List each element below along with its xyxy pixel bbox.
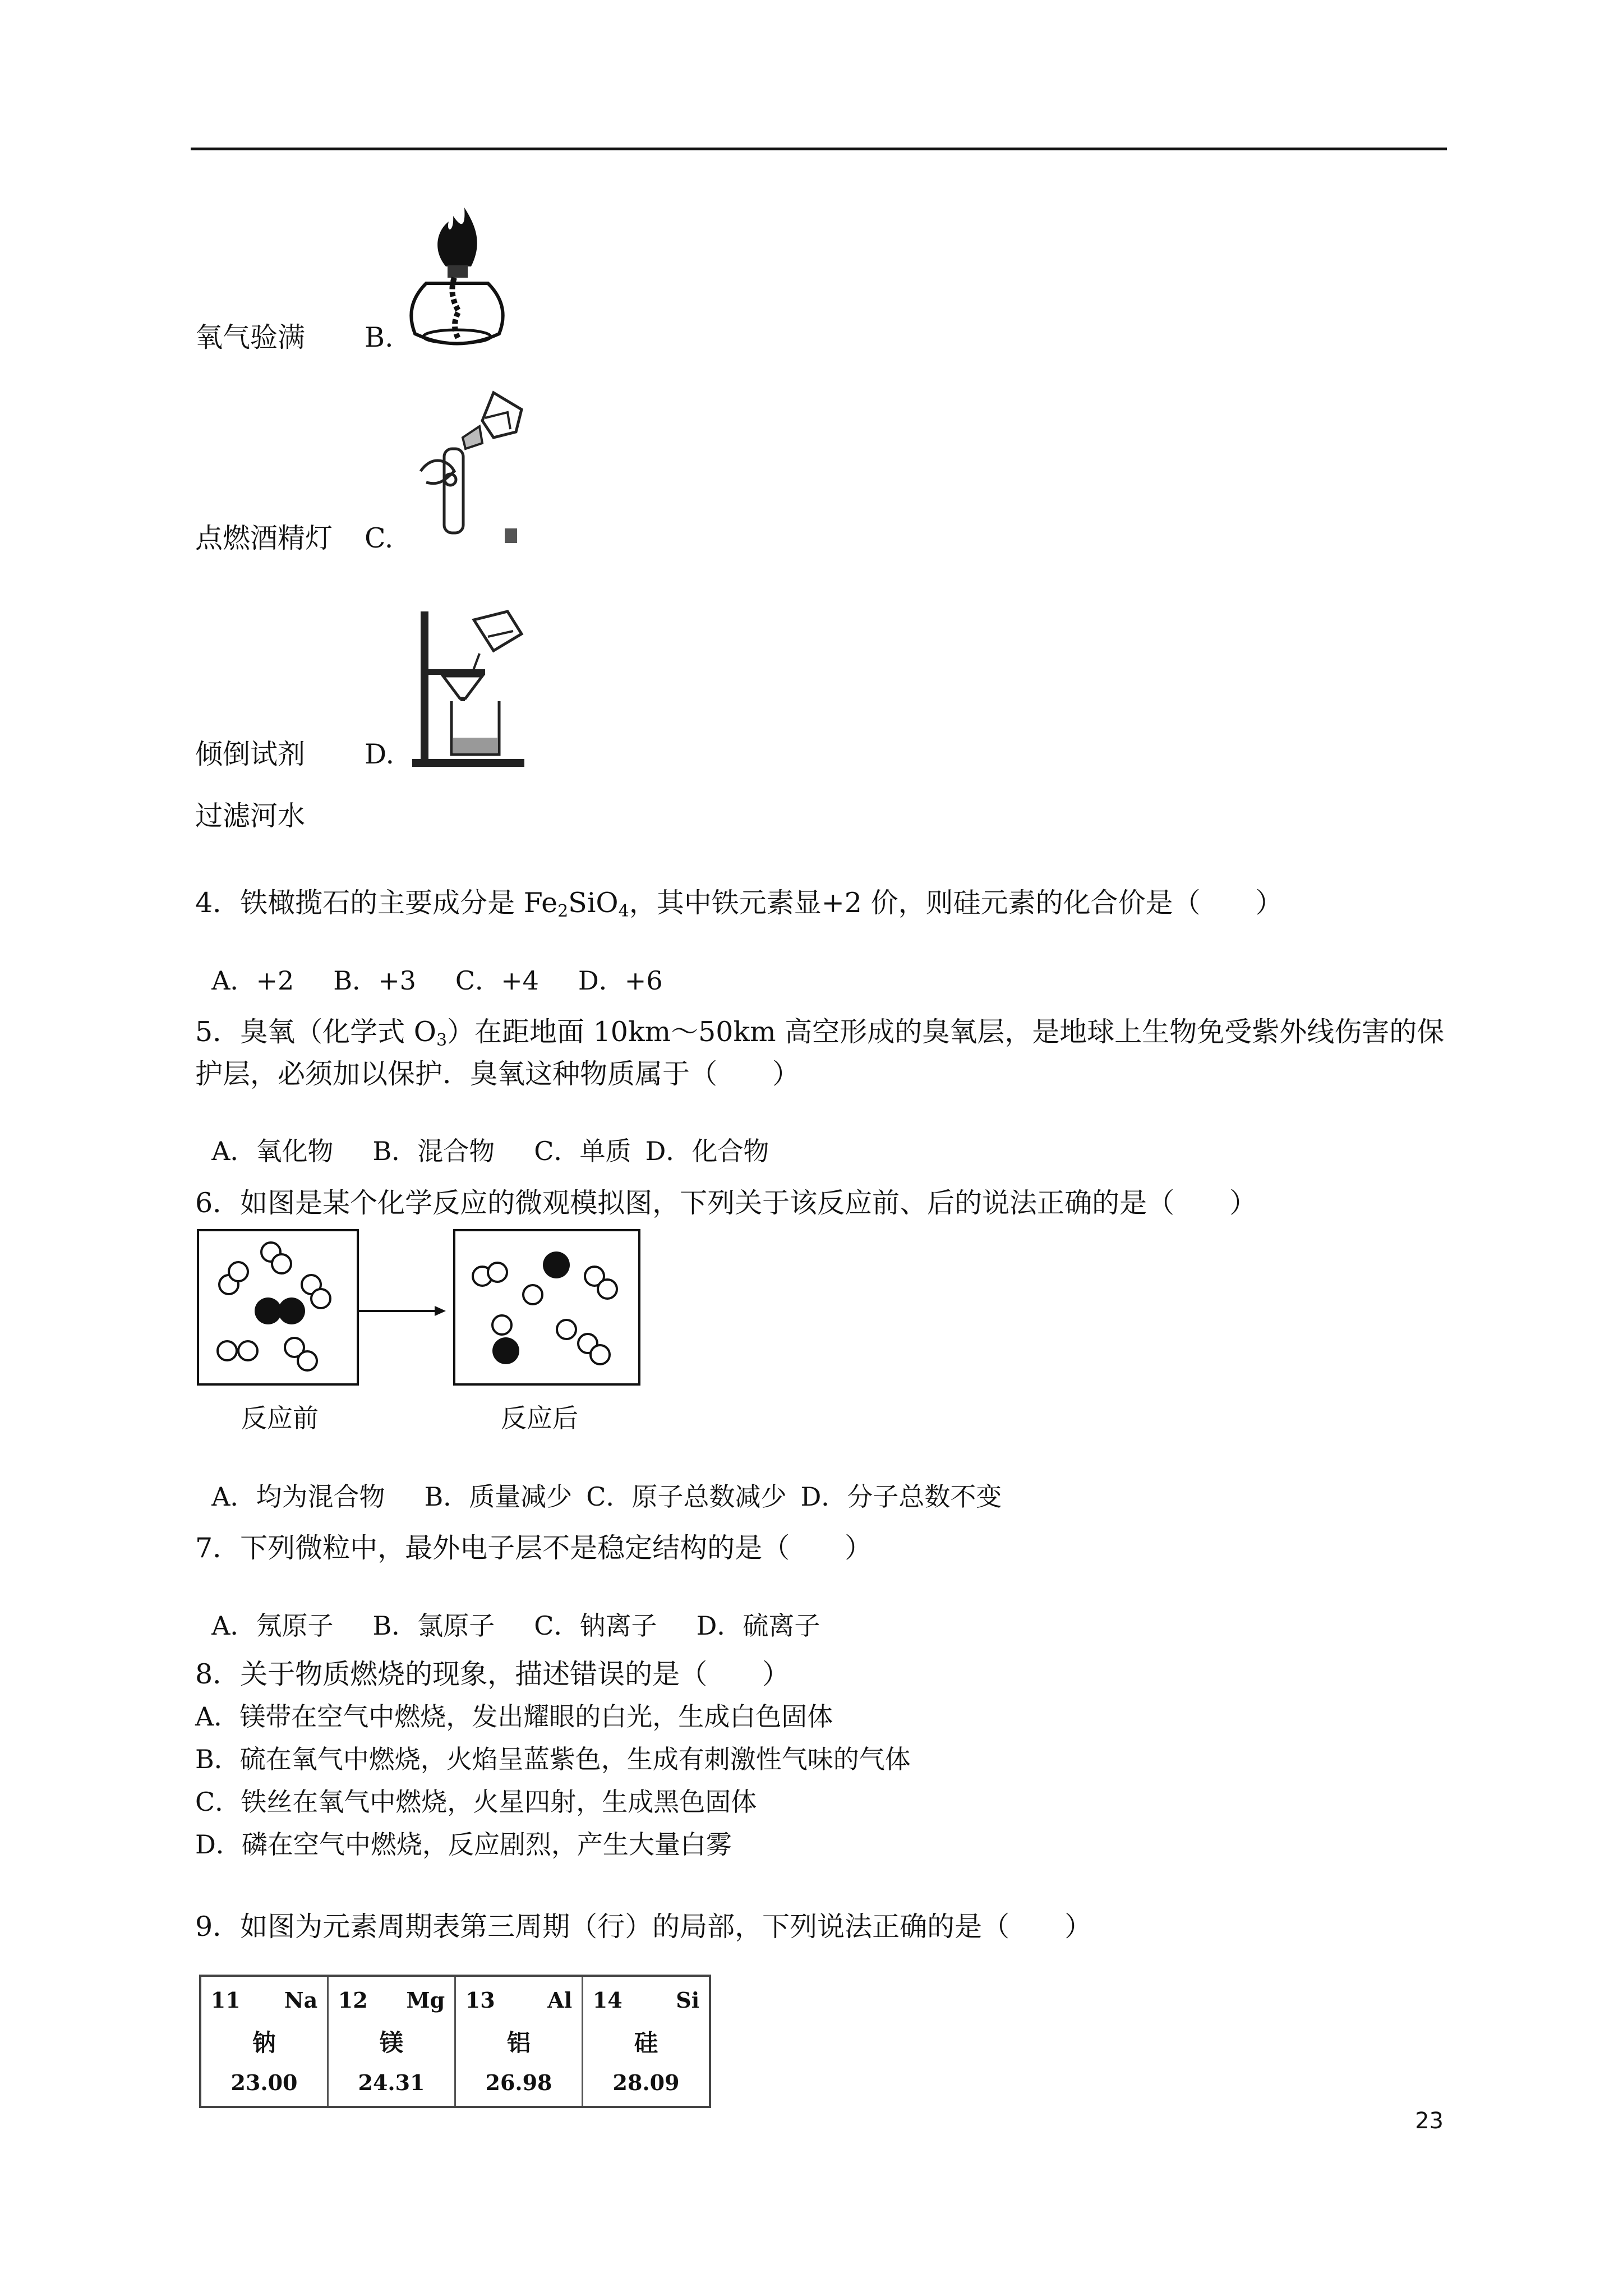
q3-d-marker: D.: [365, 738, 395, 770]
q3-b-label: 点燃酒精灯: [195, 522, 333, 554]
q5-stem-line2: 护层，必须加以保护．臭氧这种物质属于（ ）: [195, 1058, 800, 1090]
filtration-figure: [409, 603, 544, 771]
q5-option-d[interactable]: D．化合物: [645, 1136, 769, 1166]
q4-option-d[interactable]: D．+6: [578, 965, 663, 996]
q6-option-c[interactable]: C．原子总数减少: [586, 1481, 787, 1512]
q3-a-label: 氧气验满: [195, 321, 306, 353]
after-label: 反应后: [501, 1403, 578, 1433]
q6-option-a[interactable]: A．均为混合物: [211, 1481, 385, 1512]
periodic-table-excerpt: [199, 1975, 711, 2108]
before-label: 反应前: [241, 1403, 319, 1433]
q6-stem: 6．如图是某个化学反应的微观模拟图，下列关于该反应前、后的说法正确的是（ ）: [195, 1187, 1257, 1219]
q5-option-a[interactable]: A．氧化物: [211, 1136, 334, 1166]
q8-option-a[interactable]: A．镁带在空气中燃烧，发出耀眼的白光，生成白色固体: [195, 1701, 833, 1732]
element-cell: 11 Na 钠 23.00: [201, 1977, 329, 2106]
q4-stem: 4．铁橄揽石的主要成分是 $Fe_2SiO_4$，其中铁元素显+2 价，则硅元素的化合价是（ ）: [195, 887, 1283, 921]
q4-option-b[interactable]: B．+3: [333, 965, 416, 996]
element-cell: 14 Si 硅 28.09: [592, 1987, 700, 2096]
element-cell: 12 Mg 镁 24.31: [329, 1977, 456, 2106]
q5-option-b[interactable]: B．混合物: [372, 1136, 495, 1166]
q5-option-c[interactable]: C．单质: [534, 1136, 631, 1166]
q8-option-c[interactable]: C．铁丝在氧气中燃烧，火星四射，生成黑色固体: [195, 1787, 757, 1817]
q3-c-marker: C.: [365, 522, 394, 554]
alcohol-lamp-figure: [393, 199, 522, 353]
q8-option-d[interactable]: D．磷在空气中燃烧，反应剧烈，产生大量白雾: [195, 1829, 732, 1860]
pouring-reagent-figure: [409, 387, 533, 550]
q3-d-label: 过滤河水: [195, 800, 306, 832]
element-cell: 13 Al 铝 26.98: [456, 1977, 583, 2106]
q7-option-a[interactable]: A．氖原子: [211, 1611, 334, 1641]
q5-options: [195, 1101, 808, 1168]
q9-stem: 9．如图为元素周期表第三周期（行）的局部，下列说法正确的是（ ）: [195, 1911, 1092, 1943]
q8-option-b[interactable]: B．硫在氧气中燃烧，火焰呈蓝紫色，生成有刺激性气味的气体: [195, 1744, 911, 1774]
q7-option-d[interactable]: D．硫离子: [696, 1611, 820, 1641]
q6-option-d[interactable]: D．分子总数不变: [800, 1481, 1002, 1512]
q3-c-label: 倾倒试剂: [195, 738, 306, 770]
q6-option-b[interactable]: B．质量减少: [424, 1481, 573, 1512]
q5-stem: 5．臭氧（化学式 $O_3$）在距地面 10km～50km 高空形成的臭氧层，是地球上生物免受紫外线伤害的保: [195, 1016, 1445, 1050]
q7-stem: 7．下列微粒中，最外电子层不是稳定结构的是（ ）: [195, 1532, 873, 1564]
page-number: 23: [1415, 2108, 1444, 2134]
q4-option-a[interactable]: A．+2: [211, 965, 294, 996]
q6-options: [195, 1446, 1041, 1513]
q4-option-c[interactable]: C．+4: [455, 965, 539, 996]
q7-option-b[interactable]: B．氯原子: [372, 1611, 495, 1641]
q7-options: [195, 1575, 859, 1642]
q4-options: [195, 930, 702, 997]
header-rule: [191, 148, 1447, 150]
q7-option-c[interactable]: C．钠离子: [534, 1611, 657, 1641]
q8-stem: 8．关于物质燃烧的现象，描述错误的是（ ）: [195, 1658, 790, 1690]
reaction-diagram: [196, 1228, 645, 1425]
q3-b-marker: B.: [365, 321, 394, 353]
